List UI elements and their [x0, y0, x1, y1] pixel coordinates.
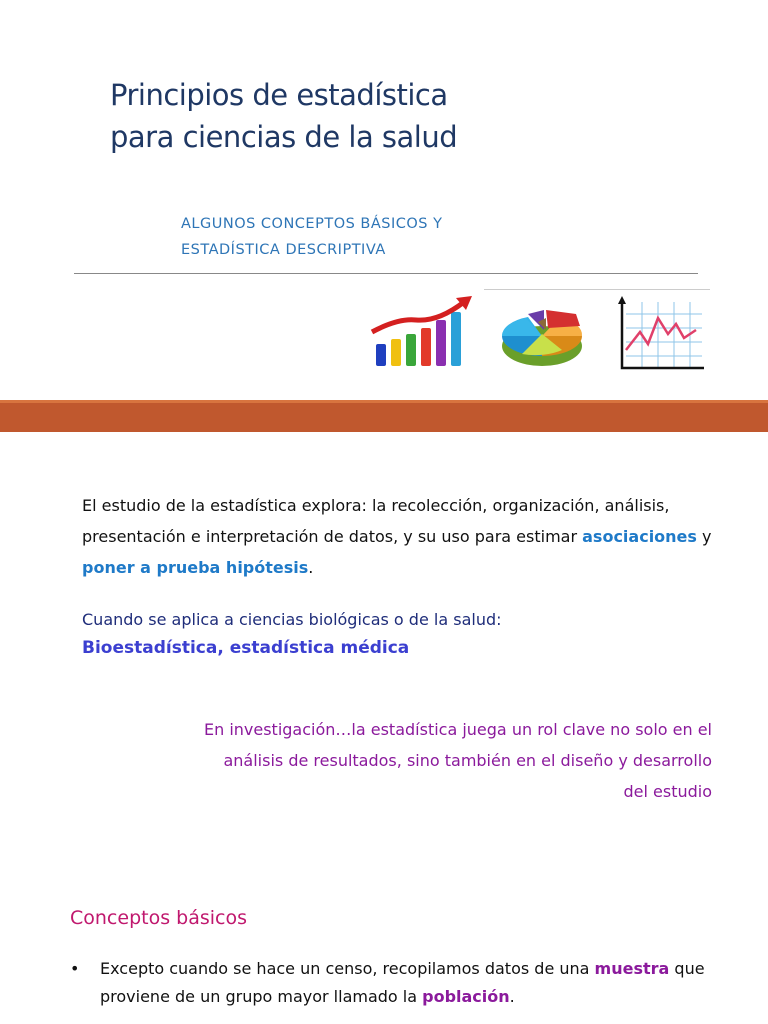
intro-paragraph: El estudio de la estadística explora: la recolección, organización, análisis, presentación e interpretación de datos, y su uso para estimar asociaciones y poner a prueba hipótesis. [82, 496, 712, 577]
presentation-subtitle [181, 211, 442, 263]
line-graph-icon [612, 294, 706, 372]
title-line-2: para ciencias de la salud [110, 120, 458, 154]
section-heading: Conceptos básicos [70, 907, 247, 929]
subtitle-line-2: ESTADÍSTICA DESCRIPTIVA [181, 242, 386, 258]
subtitle-line-1: ALGUNOS CONCEPTOS BÁSICOS Y [181, 216, 443, 232]
presentation-title [110, 74, 457, 158]
slide-separator-band [0, 400, 768, 432]
research-quote: En investigación…la estadística juega un rol clave no solo en el análisis de resultados, sino también en el diseño y desarrollo del estudio [203, 720, 712, 801]
title-line-1: Principios de estadística [110, 78, 448, 112]
icon-divider [484, 289, 710, 290]
term-poblacion: población [422, 987, 510, 1006]
bullet-marker: • [70, 959, 80, 978]
bullet-text: Excepto cuando se hace un censo, recopilamos datos de una muestra que proviene de un grupo mayor llamado la población. [100, 959, 705, 1006]
term-asociaciones: asociaciones [582, 527, 697, 546]
title-slide [0, 0, 768, 400]
bar-chart-arrow-icon [368, 292, 476, 372]
content-slide [0, 432, 768, 1024]
applied-label: Cuando se aplica a ciencias biológicas o de la salud: [82, 610, 502, 629]
pie-chart-icon [498, 300, 590, 372]
title-divider [74, 273, 698, 274]
term-prueba-hipotesis: poner a prueba hipótesis [82, 558, 309, 577]
term-muestra: muestra [594, 959, 670, 978]
applied-terms: Bioestadística, estadística médica [82, 638, 410, 658]
